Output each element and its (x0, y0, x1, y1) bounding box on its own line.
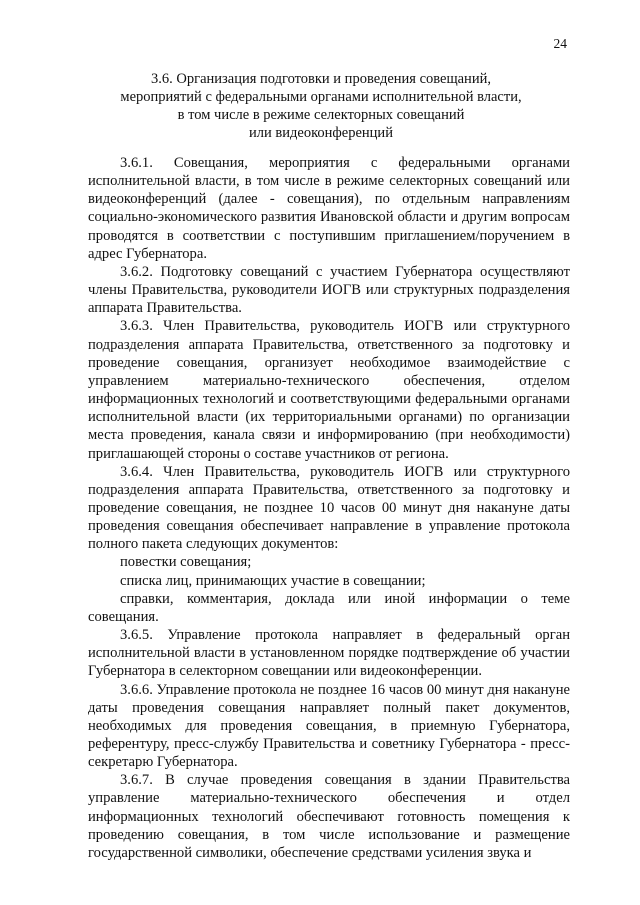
section-heading (116, 70, 526, 142)
list-item: списка лиц, принимающих участие в совещании; (120, 572, 426, 589)
paragraph-3-6-6: 3.6.6. Управление протокола не позднее 16 часов 00 минут дня накануне даты проведения совещания направляет полный пакет документов, необходимых для проведения совещания, в приемную Губернатора, референтуру, пресс-службу Правительства и советнику Губернатора - пресс-секретарю Губернатора. (88, 681, 570, 771)
page-number: 24 (553, 36, 567, 51)
heading-line: или видеоконференций (249, 125, 393, 141)
heading-line: в том числе в режиме селекторных совещаний (177, 107, 465, 123)
list-item: справки, комментария, доклада или иной информации о теме совещания. (88, 590, 570, 625)
list-item: повестки совещания; (120, 554, 252, 571)
heading-line: 3.6. Организация подготовки и проведения совещаний, (151, 71, 491, 87)
paragraph-3-6-5: 3.6.5. Управление протокола направляет в федеральный орган исполнительной власти в установленном порядке подтверждение об участии Губернатора в селекторном совещании или видеоконференции. (88, 627, 570, 680)
paragraph-3-6-4: 3.6.4. Член Правительства, руководитель ИОГВ или структурного подразделения аппарата Правительства, ответственного за подготовку и проведение совещания, не позднее 10 часов 00 минут дня накануне даты проведения совещания обеспечивает направление в управление протокола полного пакета следующих документов: (88, 463, 570, 553)
paragraph-3-6-1: 3.6.1. Совещания, мероприятия с федеральными органами исполнительной власти, в том числе в режиме селекторных совещаний или видеоконференций (далее - совещания), по отдельным направлениям социально-экономического развития Ивановской области и другим вопросам проводятся в соответствии с поступившим приглашением/поручением в адрес Губернатора. (88, 155, 570, 262)
paragraph-3-6-2: 3.6.2. Подготовку совещаний с участием Губернатора осуществляют члены Правительства, руководители ИОГВ или структурных подразделения аппарата Правительства. (88, 263, 570, 317)
heading-line: мероприятий с федеральными органами исполнительной власти, (120, 89, 522, 105)
paragraph-3-6-7: 3.6.7. В случае проведения совещания в здании Правительства управление материально-технического обеспечения и отдел информационных технологий обеспечивают готовность помещения к проведению совещания, в том числе использование и размещение государственной символики, обеспечение средствами усиления звука и (88, 772, 570, 861)
paragraph-3-6-3: 3.6.3. Член Правительства, руководитель ИОГВ или структурного подразделения аппарата Правительства, ответственного за подготовку и проведение совещания, организует необходимое взаимодействие с управлением материально-технического обеспечения, отделом информационных технологий и соответствующими федеральными органами исполнительной власти (их территориальными органами) по организации места проведения, канала связи и информированию (при необходимости) приглашающей стороны о составе участников от региона. (88, 318, 570, 462)
document-body (88, 154, 570, 862)
